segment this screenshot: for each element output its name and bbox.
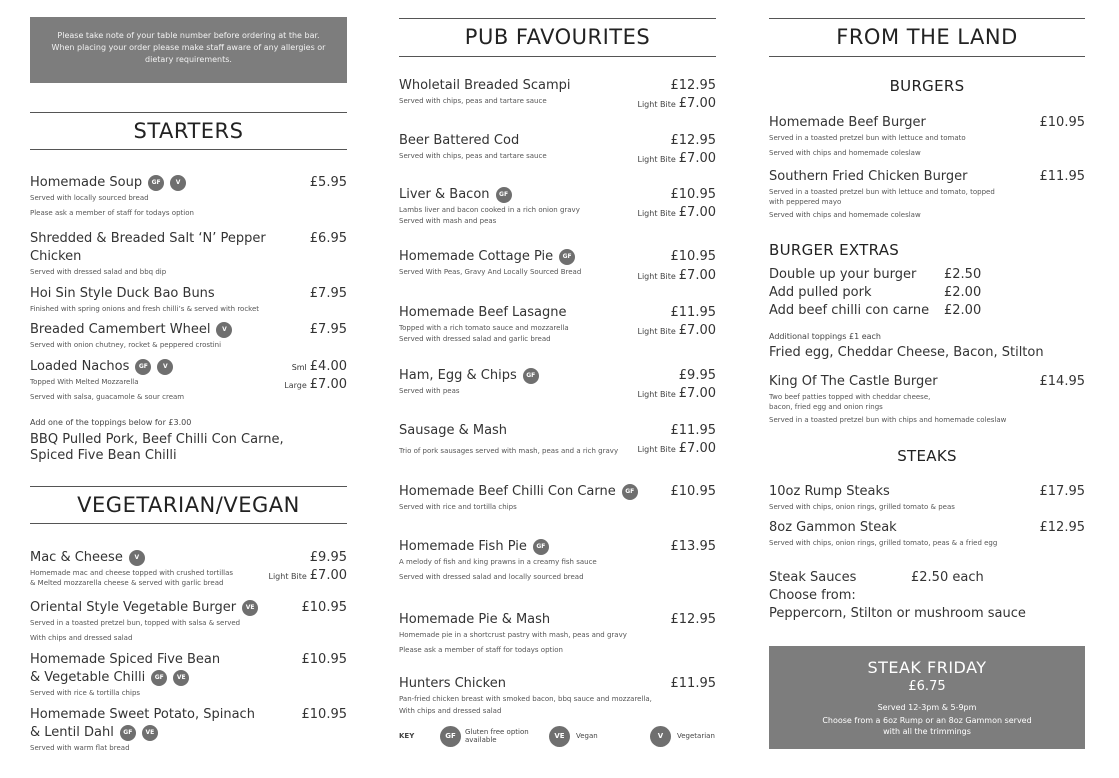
gluten-free-icon: GF [148, 175, 164, 191]
menu-item: Mac & Cheese V £9.95 Light Bite £7.00 Homemade mac and cheese topped with crushed tortillas & Melted mozzarella cheese & served with garlic bread [30, 550, 347, 587]
item-name: Beer Battered Cod [399, 133, 520, 148]
menu-item: Homemade Soup GF V £5.95 Served with locally sourced bread Please ask a member of staff for todays option [30, 175, 347, 217]
gluten-free-icon: GF [533, 539, 549, 555]
gluten-free-icon: GF [622, 484, 638, 500]
item-name: 10oz Rump Steaks [769, 484, 890, 499]
item-note: Served with chips and homemade coleslaw [769, 149, 921, 157]
extra-item: Add pulled pork £2.00 [769, 285, 982, 300]
item-price: £17.95 [1039, 484, 1085, 499]
menu-item [399, 132, 716, 166]
sauces-price: £2.50 each [911, 570, 984, 585]
key-vegan-label: Vegan [576, 732, 598, 740]
item-name: Hunters Chicken [399, 676, 506, 691]
menu-item [769, 483, 1085, 512]
sauces-choose: Choose from: [769, 588, 856, 603]
vegan-icon: VE [549, 726, 570, 747]
key-gf-label: Gluten free option available [465, 728, 529, 744]
item-description: Served with rice and tortilla chips [399, 503, 517, 511]
light-bite-price: Light Bite £7.00 [268, 568, 347, 583]
item-price: £11.95 [670, 305, 716, 320]
item-name: Wholetail Breaded Scampi [399, 78, 571, 93]
menu-item [769, 519, 1085, 548]
menu-item: Liver & Bacon GF £10.95 Lambs liver and bacon cooked in a rich onion gravy Served with mash and peas Light Bite £7.00 [399, 187, 716, 225]
item-note: With chips and dressed salad [30, 634, 133, 642]
menu-item [30, 230, 347, 277]
item-price: £7.95 [309, 286, 347, 301]
item-note: With chips and dressed salad [399, 707, 502, 715]
gluten-free-icon: GF [135, 359, 151, 375]
item-description: Served with warm flat bread [30, 744, 130, 752]
item-price: £12.95 [1039, 520, 1085, 535]
item-description: Finished with spring onions and fresh chilli’s & served with rocket [30, 305, 260, 313]
vegetarian-icon: V [650, 726, 671, 747]
menu-item [30, 285, 347, 314]
gluten-free-icon: GF [440, 726, 461, 747]
item-price: £7.95 [309, 322, 347, 337]
item-price: £10.95 [670, 249, 716, 264]
item-price: Sml £4.00 [291, 359, 347, 374]
steak-friday-title: STEAK FRIDAY [867, 658, 987, 677]
item-description: Served with rice & tortilla chips [30, 689, 141, 697]
menu-item: Breaded Camembert Wheel V £7.95 Served with onion chutney, rocket & peppered crostini [30, 322, 347, 349]
ordering-notice: Please take note of your table number before ordering at the bar. When placing your order please make staff aware of any allergies or dietary requirements. [30, 17, 347, 83]
item-note: Please ask a member of staff for todays option [399, 646, 563, 654]
toppings-note: Add one of the toppings below for £3.00 [30, 418, 192, 427]
item-name: Southern Fried Chicken Burger [769, 169, 968, 184]
sauces-label: Steak Sauces [769, 570, 857, 585]
pub-favourites-heading: PUB FAVOURITES [399, 18, 716, 57]
steak-sauces [769, 569, 1085, 623]
light-bite-price: Light Bite £7.00 [637, 386, 716, 401]
item-price: £6.95 [309, 231, 347, 246]
vegetarian-icon: V [157, 359, 173, 375]
light-bite-price: Light Bite £7.00 [637, 268, 716, 283]
light-bite-price: Light Bite £7.00 [637, 96, 716, 111]
steak-friday-times: Served 12-3pm & 5-9pm [877, 703, 977, 712]
item-note: Served with dressed salad and locally sourced bread [399, 573, 584, 581]
vegan-icon: VE [173, 670, 189, 686]
item-name: 8oz Gammon Steak [769, 520, 897, 535]
item-description: Homemade mac and cheese topped with crushed tortillas & Melted mozzarella cheese & served with garlic bread [30, 569, 234, 587]
vegan-icon: VE [242, 600, 258, 616]
item-price: £11.95 [670, 676, 716, 691]
from-the-land-heading: FROM THE LAND [769, 18, 1085, 57]
item-price: £10.95 [301, 652, 347, 667]
steak-friday-banner [769, 646, 1085, 749]
item-price: £9.95 [309, 550, 347, 565]
item-description: Served with chips, peas and tartare sauce [399, 152, 547, 160]
item-note: Please ask a member of staff for todays option [30, 209, 194, 217]
menu-item: Homemade Cottage Pie GF £10.95 Served With Peas, Gravy And Locally Sourced Bread Light Bite £7.00 [399, 248, 716, 277]
menu-item [399, 77, 716, 111]
item-description: Pan-fried chicken breast with smoked bacon, bbq sauce and mozzarella, [399, 695, 652, 703]
item-description: Trio of pork sausages served with mash, peas and a rich gravy [399, 447, 619, 455]
gluten-free-icon: GF [496, 187, 512, 203]
item-description: Topped With Melted Mozzarella [30, 378, 139, 386]
menu-item [769, 168, 1085, 220]
item-price: £10.95 [1039, 115, 1085, 130]
item-name: King Of The Castle Burger [769, 374, 938, 389]
item-description: Two beef patties topped with cheddar cheese, bacon, fried egg and onion rings [769, 393, 931, 411]
item-price: £12.95 [670, 78, 716, 93]
item-note: Served in a toasted pretzel bun with chips and homemade coleslaw [769, 416, 1007, 424]
item-name: Homemade Beef Lasagne [399, 305, 567, 320]
item-description: Served with chips, onion rings, grilled tomato & peas [769, 503, 955, 511]
extra-item: Double up your burger £2.50 [769, 267, 982, 282]
key-label: KEY [399, 732, 415, 740]
item-description: Served with locally sourced bread [30, 194, 149, 202]
menu-item [769, 373, 1085, 425]
item-note: Served with dressed salad and garlic bread [399, 335, 551, 343]
menu-item [399, 304, 716, 344]
menu-item [769, 114, 1085, 158]
item-description: Served in a toasted pretzel bun with lettuce and tomato, topped with peppered mayo [769, 188, 995, 206]
item-description: Served with chips, peas and tartare sauce [399, 97, 547, 105]
item-description: A melody of fish and king prawns in a creamy fish sauce [399, 558, 597, 566]
item-name: Sausage & Mash [399, 423, 508, 438]
item-price: £14.95 [1039, 374, 1085, 389]
item-price: £12.95 [670, 612, 716, 627]
item-note: Served with salsa, guacamole & sour cream [30, 393, 185, 401]
extra-item: Add beef chilli con carne £2.00 [769, 303, 982, 318]
light-bite-price: Light Bite £7.00 [637, 441, 716, 456]
menu-item: Ham, Egg & Chips GF £9.95 Served with peas Light Bite £7.00 [399, 367, 716, 396]
sauces-list: Peppercorn, Stilton or mushroom sauce [769, 606, 1026, 621]
menu-item: Homemade Beef Chilli Con Carne GF £10.95 Served with rice and tortilla chips [399, 484, 716, 511]
item-description: Lambs liver and bacon cooked in a rich onion gravy [399, 206, 580, 214]
menu-item: Homemade Sweet Potato, Spinach & Lentil Dahl GF VE £10.95 Served with warm flat bread [30, 707, 347, 752]
item-price: £10.95 [670, 187, 716, 202]
item-price: £12.95 [670, 133, 716, 148]
item-price: £11.95 [670, 423, 716, 438]
toppings-note: Additional toppings £1 each [769, 332, 881, 341]
vegetarian-icon: V [129, 550, 145, 566]
gluten-free-icon: GF [559, 249, 575, 265]
item-price: £10.95 [301, 707, 347, 722]
light-bite-price: Light Bite £7.00 [637, 205, 716, 220]
vegetarian-heading: VEGETARIAN/VEGAN [30, 486, 347, 524]
item-name: Homemade Beef Burger [769, 115, 926, 130]
menu-item [399, 675, 716, 716]
burger-extras-heading: BURGER EXTRAS [769, 241, 900, 259]
item-price: £10.95 [301, 600, 347, 615]
menu-item: Homemade Spiced Five Bean & Vegetable Chilli GF VE £10.95 Served with rice & tortilla chips [30, 652, 347, 697]
item-name: Shredded & Breaded Salt ‘N’ Pepper Chicken [30, 231, 266, 264]
item-description: Served With Peas, Gravy And Locally Sourced Bread [399, 268, 582, 276]
item-name: Homemade Spiced Five Bean [30, 652, 221, 667]
item-price: £5.95 [309, 175, 347, 190]
item-price: £9.95 [678, 368, 716, 383]
starters-heading: STARTERS [30, 112, 347, 150]
item-description: Homemade pie in a shortcrust pastry with mash, peas and gravy [399, 631, 627, 639]
item-description: Topped with a rich tomato sauce and mozzarella [399, 324, 569, 332]
item-price: £13.95 [670, 539, 716, 554]
item-price: £10.95 [670, 484, 716, 499]
toppings-list: Fried egg, Cheddar Cheese, Bacon, Stilton [769, 345, 1044, 360]
item-name: Homemade Sweet Potato, Spinach [30, 707, 255, 722]
burgers-heading: BURGERS [889, 77, 965, 95]
gluten-free-icon: GF [120, 725, 136, 741]
item-name: Homemade Pie & Mash [399, 612, 551, 627]
item-name: Hoi Sin Style Duck Bao Buns [30, 286, 215, 301]
steaks-heading: STEAKS [897, 447, 957, 465]
item-description: Served with peas [399, 387, 460, 395]
item-note: Served with chips and homemade coleslaw [769, 211, 921, 219]
item-description: Served in a toasted pretzel bun with lettuce and tomato [769, 134, 966, 142]
menu-item [399, 611, 716, 655]
left-column [30, 0, 347, 778]
key-vegetarian-label: Vegetarian [677, 732, 715, 740]
dietary-key [399, 726, 716, 748]
item-price-large: Large £7.00 [284, 377, 347, 392]
menu-item: Homemade Fish Pie GF £13.95 A melody of fish and king prawns in a creamy fish sauce Served with dressed salad and locally sourced bread [399, 539, 716, 581]
item-description: Served with dressed salad and bbq dip [30, 268, 167, 276]
menu-item: Loaded Nachos GF V Sml £4.00 Large £7.00 Topped With Melted Mozzarella Served with salsa, guacamole & sour cream [30, 359, 347, 401]
gluten-free-icon: GF [151, 670, 167, 686]
steak-friday-description: Choose from a 6oz Rump or an 8oz Gammon served with all the trimmings [822, 716, 1032, 736]
light-bite-price: Light Bite £7.00 [637, 323, 716, 338]
item-description: Served with chips, onion rings, grilled tomato, peas & a fried egg [769, 539, 998, 547]
item-price: £11.95 [1039, 169, 1085, 184]
light-bite-price: Light Bite £7.00 [637, 151, 716, 166]
vegetarian-icon: V [170, 175, 186, 191]
steak-friday-price: £6.75 [908, 679, 946, 694]
item-description: Served with onion chutney, rocket & peppered crostini [30, 341, 222, 349]
item-description: Served in a toasted pretzel bun, topped with salsa & served [30, 619, 241, 627]
right-column [769, 0, 1085, 778]
menu-item [399, 422, 716, 456]
toppings-list: BBQ Pulled Pork, Beef Chilli Con Carne, Spiced Five Bean Chilli [30, 432, 284, 463]
vegan-icon: VE [142, 725, 158, 741]
menu-item: Oriental Style Vegetable Burger VE £10.95 Served in a toasted pretzel bun, topped with salsa & served With chips and dressed salad [30, 600, 347, 642]
vegetarian-icon: V [216, 322, 232, 338]
middle-column [399, 0, 716, 778]
gluten-free-icon: GF [523, 368, 539, 384]
item-note: Served with mash and peas [399, 217, 497, 225]
